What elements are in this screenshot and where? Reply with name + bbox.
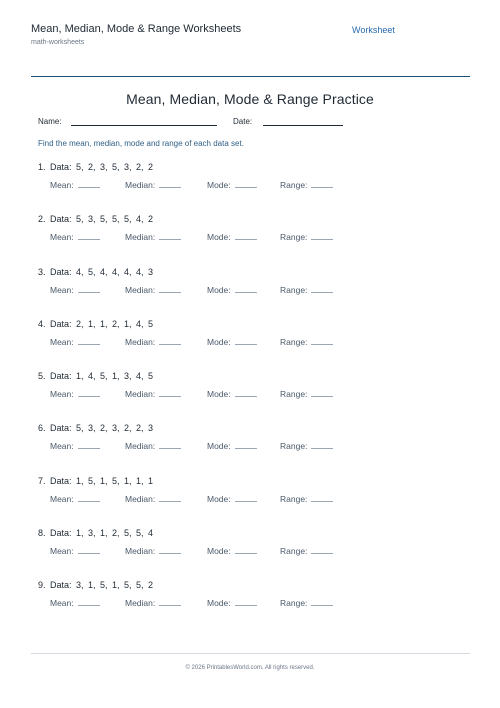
median-answer (125, 441, 181, 451)
mean-label: Mean: (50, 598, 74, 609)
range-answer (280, 546, 333, 556)
mean-blank[interactable] (78, 180, 100, 188)
mode-answer (207, 180, 257, 190)
mode-label: Mode: (207, 598, 231, 609)
mean-label: Mean: (50, 232, 74, 243)
mean-answer (50, 598, 100, 608)
mode-label: Mode: (207, 336, 231, 347)
mode-label: Mode: (207, 493, 231, 504)
median-answer (125, 389, 181, 399)
mean-answer (50, 389, 100, 399)
mode-answer (207, 337, 257, 347)
problem-data: 1. Data: 5, 2, 3, 5, 3, 2, 2 (38, 162, 154, 172)
mode-answer (207, 546, 257, 556)
mean-blank[interactable] (78, 546, 100, 554)
mode-answer (207, 598, 257, 608)
mean-label: Mean: (50, 441, 74, 452)
range-blank[interactable] (311, 337, 333, 345)
mode-label: Mode: (207, 389, 231, 400)
range-blank[interactable] (311, 389, 333, 397)
range-label: Range: (280, 180, 308, 190)
median-answer (125, 546, 181, 556)
median-blank[interactable] (159, 285, 181, 293)
mode-label: Mode: (207, 232, 231, 243)
mean-blank[interactable] (78, 598, 100, 606)
mode-label: Mode: (207, 180, 231, 190)
range-blank[interactable] (311, 441, 333, 449)
median-blank[interactable] (159, 494, 181, 502)
problem-item (38, 371, 468, 423)
mean-answer (50, 337, 100, 347)
header-divider (31, 76, 470, 77)
range-blank[interactable] (311, 494, 333, 502)
name-line (71, 125, 217, 126)
median-answer (125, 285, 181, 295)
problem-item (38, 528, 468, 580)
mean-blank[interactable] (78, 441, 100, 449)
range-label: Range: (280, 493, 308, 504)
range-answer (280, 441, 333, 451)
mode-blank[interactable] (235, 232, 257, 240)
range-label: Range: (280, 232, 308, 243)
page-header-subtitle: math-worksheets (31, 39, 85, 46)
mean-label: Mean: (50, 493, 74, 504)
range-answer (280, 389, 333, 399)
mode-blank[interactable] (235, 598, 257, 606)
mean-label: Mean: (50, 336, 74, 347)
mean-label: Mean: (50, 389, 74, 400)
mean-blank[interactable] (78, 337, 100, 345)
mean-label: Mean: (50, 180, 74, 190)
mode-answer (207, 389, 257, 399)
problem-data: 6. Data: 5, 3, 2, 3, 2, 2, 3 (38, 423, 154, 434)
range-label: Range: (280, 336, 308, 347)
problem-item (38, 214, 468, 266)
median-label: Median: (125, 598, 156, 609)
worksheet-link[interactable]: Worksheet (352, 25, 395, 35)
median-blank[interactable] (159, 546, 181, 554)
mode-blank[interactable] (235, 389, 257, 397)
median-answer (125, 180, 181, 190)
mode-blank[interactable] (235, 285, 257, 293)
problem-data: 7. Data: 1, 5, 1, 5, 1, 1, 1 (38, 475, 154, 486)
mean-blank[interactable] (78, 389, 100, 397)
median-blank[interactable] (159, 389, 181, 397)
problem-data: 5. Data: 1, 4, 5, 1, 3, 4, 5 (38, 371, 154, 382)
worksheet-title: Mean, Median, Mode & Range Practice (126, 91, 374, 107)
median-blank[interactable] (159, 337, 181, 345)
mean-answer (50, 494, 100, 504)
median-label: Median: (125, 493, 156, 504)
problem-item (38, 423, 468, 475)
range-answer (280, 494, 333, 504)
mean-label: Mean: (50, 284, 74, 295)
range-blank[interactable] (311, 598, 333, 606)
mode-blank[interactable] (235, 494, 257, 502)
mode-blank[interactable] (235, 441, 257, 449)
date-line (263, 125, 343, 126)
median-answer (125, 494, 181, 504)
problem-data: 4. Data: 2, 1, 1, 2, 1, 4, 5 (38, 318, 154, 329)
median-label: Median: (125, 546, 156, 557)
name-label: Name: (38, 117, 62, 126)
median-blank[interactable] (159, 232, 181, 240)
problem-data: 3. Data: 4, 5, 4, 4, 4, 4, 3 (38, 266, 154, 277)
median-blank[interactable] (159, 441, 181, 449)
median-label: Median: (125, 284, 156, 295)
mode-blank[interactable] (235, 546, 257, 554)
problem-item (38, 580, 468, 632)
median-label: Median: (125, 232, 156, 243)
range-blank[interactable] (311, 180, 333, 188)
median-answer (125, 598, 181, 608)
problem-data: 8. Data: 1, 3, 1, 2, 5, 5, 4 (38, 528, 154, 539)
problem-item (38, 476, 468, 528)
mode-answer (207, 494, 257, 504)
range-label: Range: (280, 284, 308, 295)
mode-label: Mode: (207, 284, 231, 295)
mode-answer (207, 285, 257, 295)
median-label: Median: (125, 389, 156, 400)
median-answer (125, 232, 181, 242)
problem-data: 9. Data: 3, 1, 5, 1, 5, 5, 2 (38, 580, 154, 591)
mean-label: Mean: (50, 546, 74, 557)
mean-blank[interactable] (78, 285, 100, 293)
problem-item (38, 267, 468, 319)
median-blank[interactable] (159, 180, 181, 188)
range-answer (280, 337, 333, 347)
mean-answer (50, 285, 100, 295)
median-blank[interactable] (159, 598, 181, 606)
range-answer (280, 180, 333, 190)
mean-answer (50, 232, 100, 242)
problem-list (38, 162, 468, 633)
range-answer (280, 232, 333, 242)
mean-answer (50, 546, 100, 556)
range-blank[interactable] (311, 285, 333, 293)
range-answer (280, 598, 333, 608)
mode-label: Mode: (207, 441, 231, 452)
median-label: Median: (125, 180, 156, 190)
mean-answer (50, 441, 100, 451)
mode-label: Mode: (207, 546, 231, 557)
median-answer (125, 337, 181, 347)
problem-item (38, 162, 468, 214)
problem-data: 2. Data: 5, 3, 5, 5, 5, 4, 2 (38, 214, 154, 225)
median-label: Median: (125, 441, 156, 452)
range-answer (280, 285, 333, 295)
footer-copyright: © 2026 PrintablesWorld.com. All rights reserved. (185, 665, 315, 671)
range-label: Range: (280, 441, 308, 452)
page-header-title: Mean, Median, Mode & Range Worksheets (31, 23, 242, 35)
mode-answer (207, 232, 257, 242)
problem-item (38, 319, 468, 371)
range-blank[interactable] (311, 546, 333, 554)
footer-divider (31, 653, 470, 654)
mode-blank[interactable] (235, 337, 257, 345)
date-label: Date: (233, 117, 253, 126)
range-label: Range: (280, 389, 308, 400)
mean-blank[interactable] (78, 494, 100, 502)
mode-blank[interactable] (235, 180, 257, 188)
range-label: Range: (280, 546, 308, 557)
mode-answer (207, 441, 257, 451)
mean-blank[interactable] (78, 232, 100, 240)
range-label: Range: (280, 598, 308, 609)
median-label: Median: (125, 336, 156, 347)
range-blank[interactable] (311, 232, 333, 240)
instructions: Find the mean, median, mode and range of each data set. (38, 139, 244, 148)
mean-answer (50, 180, 100, 190)
